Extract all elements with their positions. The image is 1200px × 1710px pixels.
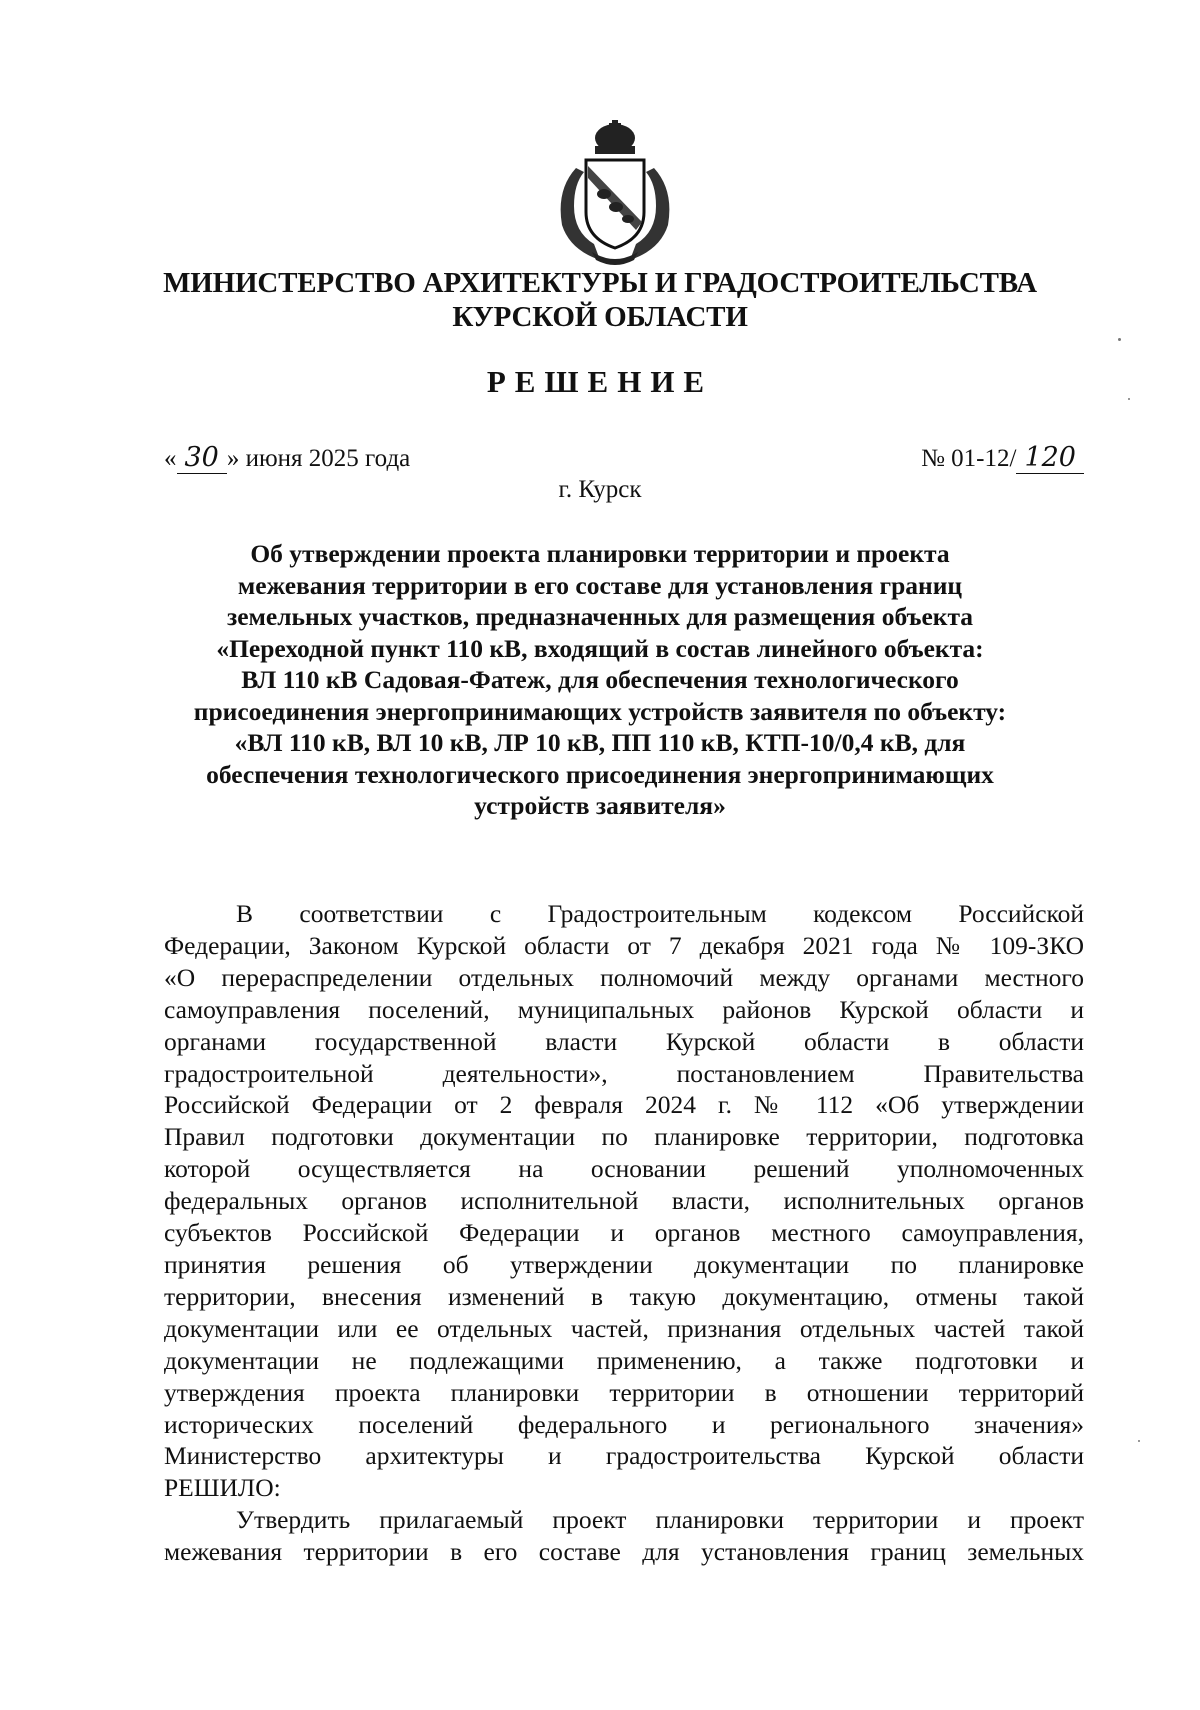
scan-speck: [1128, 398, 1130, 400]
body-line: Министерство архитектуры и градостроительства Курской области: [164, 1441, 1084, 1471]
ministry-heading: [100, 266, 1100, 334]
body-line: Утвердить прилагаемый проект планировки территории и проект: [236, 1505, 1084, 1535]
subject-line: межевания территории в его составе для установления границ: [237, 570, 963, 600]
document-date: [164, 442, 410, 473]
body-line: межевания территории в его составе для установления границ земельных: [164, 1537, 1084, 1567]
document-number: [921, 442, 1084, 473]
body-line: принятия решения об утверждении документации по планировке: [164, 1249, 1084, 1279]
date-number-line: [164, 442, 1084, 473]
coat-of-arms-icon: [548, 120, 682, 268]
body-line: РЕШИЛО:: [164, 1473, 281, 1503]
body-line: документации не подлежащими применению, а также подготовки и: [164, 1345, 1084, 1375]
body-line: Правил подготовки документации по планировке территории, подготовка: [164, 1122, 1084, 1152]
ministry-line-2: КУРСКОЙ ОБЛАСТИ: [452, 301, 748, 333]
date-day-handwritten: 30: [177, 442, 227, 474]
city-name: г. Курск: [558, 476, 642, 503]
body-line: федеральных органов исполнительной власти, исполнительных органов: [164, 1186, 1084, 1216]
subject-line: «Переходной пункт 110 кВ, входящий в состав линейного объекта:: [216, 633, 984, 663]
body-line: исторических поселений федерального и регионального значения»: [164, 1409, 1084, 1439]
subject-line: устройств заявителя»: [474, 791, 726, 820]
number-handwritten: 120: [1016, 442, 1084, 474]
body-line: документации или ее отдельных частей, признания отдельных частей такой: [164, 1313, 1084, 1343]
number-prefix: № 01-12/: [921, 445, 1017, 472]
ministry-line-1: МИНИСТЕРСТВО АРХИТЕКТУРЫ И ГРАДОСТРОИТЕЛЬСТВА: [163, 267, 1037, 299]
subject-line: обеспечения технологического присоединения энергопринимающих: [206, 759, 994, 789]
scan-speck: [1138, 1440, 1140, 1442]
body-text: [164, 898, 1084, 1568]
scan-speck: [1118, 338, 1121, 341]
body-line: которой осуществляется на основании решений уполномоченных: [164, 1154, 1084, 1184]
body-line: В соответствии с Градостроительным кодексом Российской: [236, 899, 1084, 928]
date-rest: » июня 2025 года: [226, 445, 411, 472]
date-open-quote: «: [164, 445, 177, 472]
body-line: градостроительной деятельности», постановлением Правительства: [164, 1058, 1084, 1088]
subject-line: ВЛ 110 кВ Садовая-Фатеж, для обеспечения технологического: [241, 665, 959, 694]
subject-heading: [140, 538, 1060, 822]
body-line: утверждения проекта планировки территории в отношении территорий: [164, 1377, 1084, 1407]
body-line: органами государственной власти Курской области в области: [164, 1026, 1084, 1056]
subject-line: присоединения энергопринимающих устройств заявителя по объекту:: [193, 696, 1007, 726]
body-line: субъектов Российской Федерации и органов местного самоуправления,: [164, 1218, 1084, 1248]
subject-line: земельных участков, предназначенных для размещения объекта: [226, 602, 974, 631]
subject-line: Об утверждении проекта планировки территории и проекта: [250, 539, 950, 568]
body-line: «О перераспределении отдельных полномочий между органами местного: [164, 962, 1084, 992]
body-line: Российской Федерации от 2 февраля 2024 г. № 112 «Об утверждении: [164, 1090, 1084, 1120]
body-line: Федерации, Законом Курской области от 7 декабря 2021 года № 109-ЗКО: [164, 930, 1084, 960]
document-type-title: РЕШЕНИЕ: [486, 364, 714, 399]
body-line: самоуправления поселений, муниципальных районов Курской области и: [164, 994, 1084, 1024]
subject-line: «ВЛ 110 кВ, ВЛ 10 кВ, ЛР 10 кВ, ПП 110 кВ, КТП-10/0,4 кВ, для: [234, 728, 966, 757]
body-line: территории, внесения изменений в такую документацию, отмены такой: [164, 1281, 1084, 1311]
